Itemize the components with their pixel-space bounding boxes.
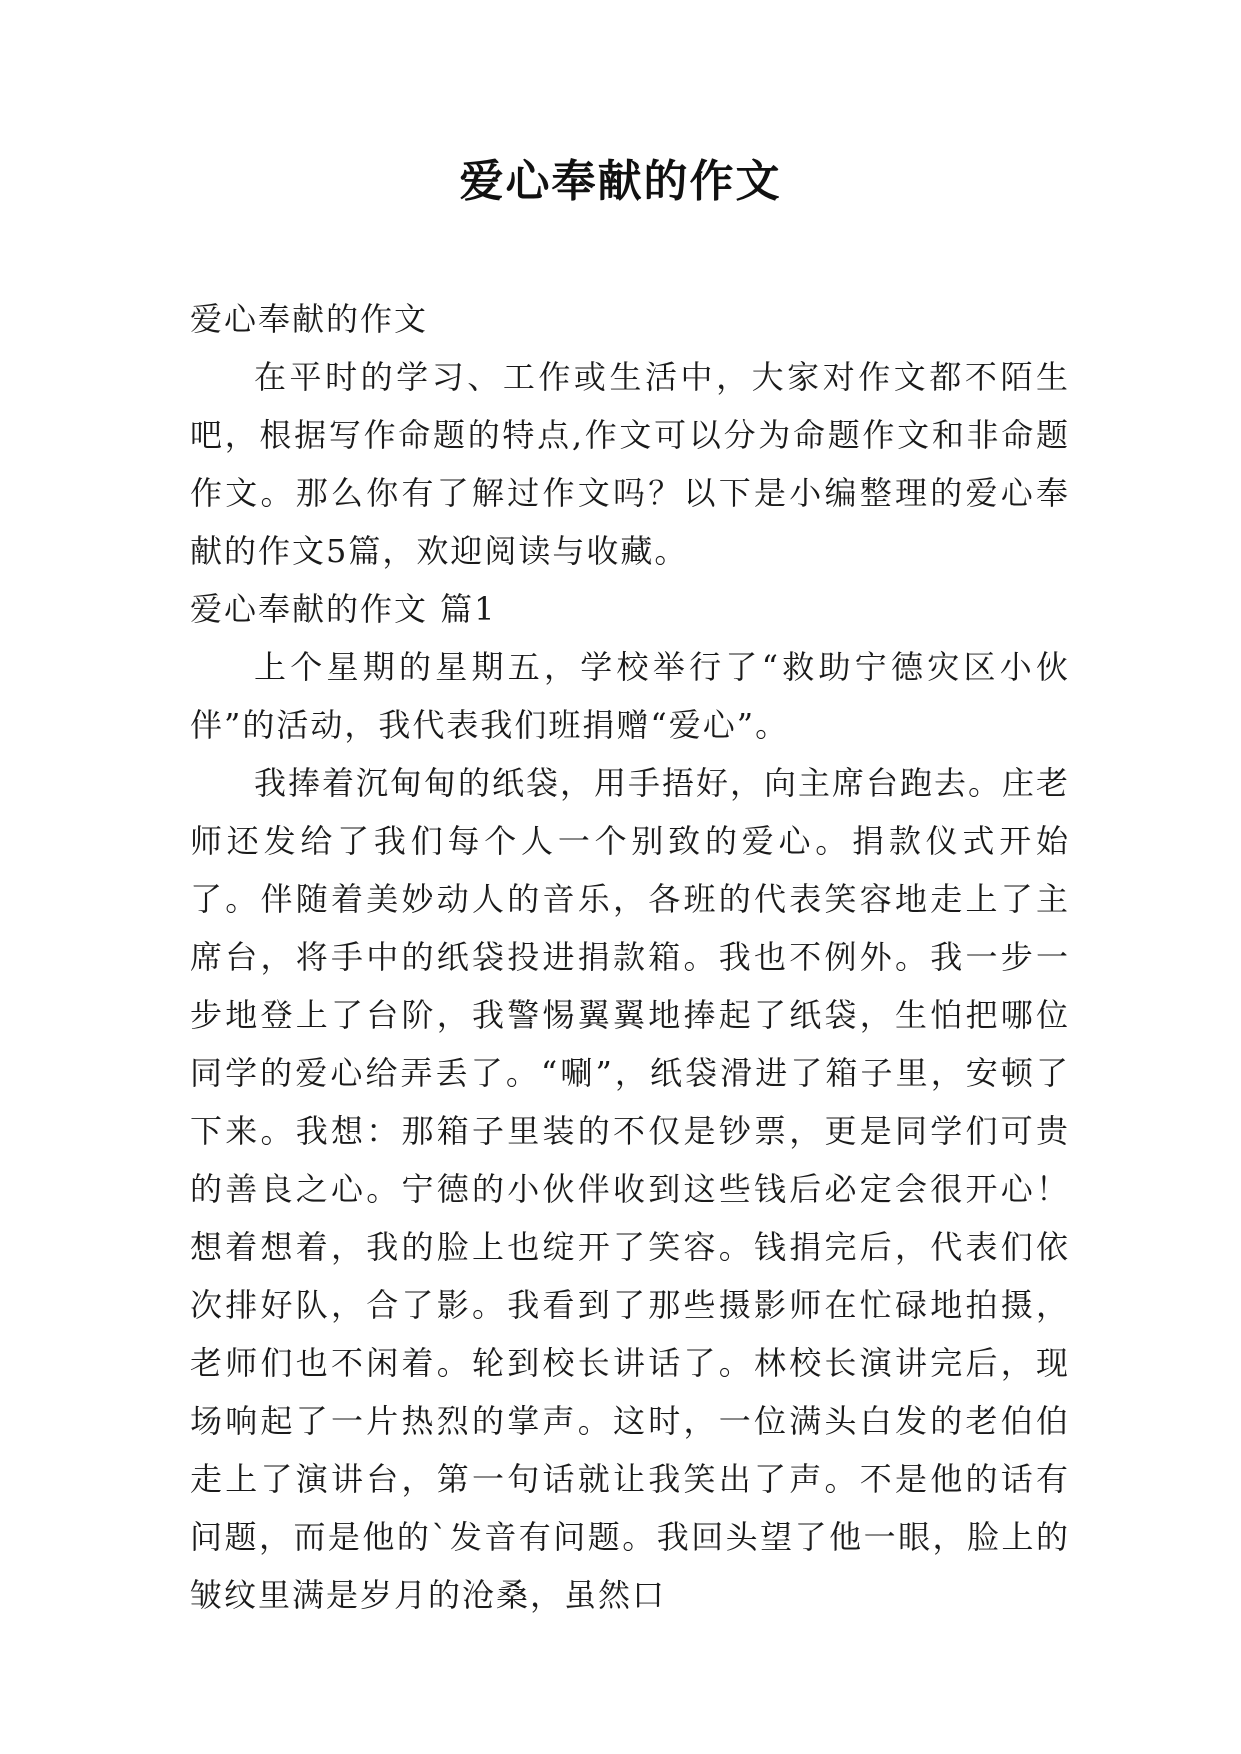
document-title: 爱心奉献的作文	[459, 156, 782, 207]
body-paragraph: 上个星期的星期五，学校举行了“救助宁德灾区小伙伴”的活动，我代表我们班捐赠“爱心”。	[190, 648, 1070, 744]
intro-paragraph: 在平时的学习、工作或生活中，大家对作文都不陌生吧，根据写作命题的特点,作文可以分为命题作文和非命题作文。那么你有了解过作文吗？以下是小编整理的爱心奉献的作文5篇，欢迎阅读与收藏。	[190, 358, 1070, 570]
section-heading: 爱心奉献的作文 篇1	[190, 590, 497, 628]
document-subtitle: 爱心奉献的作文	[190, 300, 429, 338]
document-body	[190, 290, 1070, 1624]
body-paragraph: 我捧着沉甸甸的纸袋，用手捂好，向主席台跑去。庄老师还发给了我们每个人一个别致的爱心。捐款仪式开始了。伴随着美妙动人的音乐，各班的代表笑容地走上了主席台，将手中的纸袋投进捐款箱。我也不例外。我一步一步地登上了台阶，我警惕翼翼地捧起了纸袋，生怕把哪位同学的爱心给弄丢了。“唰”，纸袋滑进了箱子里，安顿了下来。我想：那箱子里装的不仅是钞票，更是同学们可贵的善良之心。宁德的小伙伴收到这些钱后必定会很开心！想着想着，我的脸上也绽开了笑容。钱捐完后，代表们依次排好队，合了影。我看到了那些摄影师在忙碌地拍摄，老师们也不闲着。轮到校长讲话了。林校长演讲完后，现场响起了一片热烈的掌声。这时，一位满头白发的老伯伯走上了演讲台，第一句话就让我笑出了声。不是他的话有问题，而是他的`发音有问题。我回头望了他一眼，脸上的皱纹里满是岁月的沧桑，虽然口	[190, 764, 1071, 1614]
